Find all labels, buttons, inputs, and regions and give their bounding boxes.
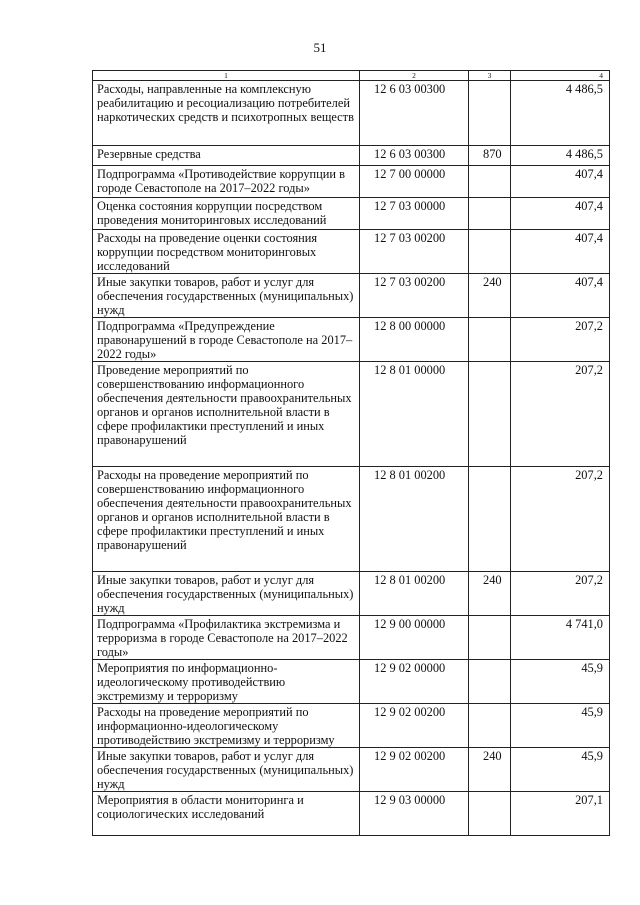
row-name: Иные закупки товаров, работ и услуг для обеспечения государственных (муниципальных) нужд [93, 274, 360, 318]
row-target-code: 12 6 03 00300 [360, 81, 469, 146]
column-number-row [93, 71, 610, 81]
row-amount: 207,2 [511, 467, 610, 572]
row-expense-type [469, 230, 511, 274]
row-expense-type: 240 [469, 748, 511, 792]
table-row [93, 274, 610, 318]
row-amount: 207,1 [511, 792, 610, 836]
row-amount: 207,2 [511, 362, 610, 467]
row-expense-type [469, 467, 511, 572]
row-target-code: 12 7 03 00200 [360, 274, 469, 318]
row-name: Мероприятия в области мониторинга и социологических исследований [93, 792, 360, 836]
page-number: 51 [313, 40, 327, 55]
row-name: Резервные средства [93, 146, 360, 166]
column-number-4: 4 [511, 71, 610, 81]
row-target-code: 12 8 00 00000 [360, 318, 469, 362]
row-name: Подпрограмма «Профилактика экстремизма и терроризма в городе Севастополе на 2017–2022 годы» [93, 616, 360, 660]
row-name: Мероприятия по информационно-идеологическому противодействию экстремизму и терроризму [93, 660, 360, 704]
budget-table-body [93, 71, 610, 836]
row-amount: 207,2 [511, 318, 610, 362]
table-row [93, 166, 610, 198]
row-target-code: 12 8 01 00200 [360, 572, 469, 616]
row-expense-type [469, 362, 511, 467]
row-amount: 407,4 [511, 274, 610, 318]
table-row [93, 230, 610, 274]
row-amount: 407,4 [511, 198, 610, 230]
row-target-code: 12 7 03 00000 [360, 198, 469, 230]
row-amount: 45,9 [511, 748, 610, 792]
row-target-code: 12 9 00 00000 [360, 616, 469, 660]
row-name: Подпрограмма «Предупреждение правонарушений в городе Севастополе на 2017–2022 годы» [93, 318, 360, 362]
row-target-code: 12 8 01 00000 [360, 362, 469, 467]
row-target-code: 12 9 02 00200 [360, 748, 469, 792]
row-name: Иные закупки товаров, работ и услуг для обеспечения государственных (муниципальных) нужд [93, 748, 360, 792]
row-expense-type [469, 166, 511, 198]
row-name: Расходы на проведение оценки состояния коррупции посредством мониторинговых исследований [93, 230, 360, 274]
table-row [93, 748, 610, 792]
row-expense-type: 240 [469, 274, 511, 318]
row-name: Расходы, направленные на комплексную реабилитацию и ресоциализацию потребителей наркотических средств и психотропных веществ [93, 81, 360, 146]
row-name: Иные закупки товаров, работ и услуг для обеспечения государственных (муниципальных) нужд [93, 572, 360, 616]
row-name: Оценка состояния коррупции посредством проведения мониторинговых исследований [93, 198, 360, 230]
row-target-code: 12 9 02 00000 [360, 660, 469, 704]
table-row [93, 146, 610, 166]
table-row [93, 616, 610, 660]
row-amount: 407,4 [511, 166, 610, 198]
row-target-code: 12 6 03 00300 [360, 146, 469, 166]
row-name: Подпрограмма «Противодействие коррупции в городе Севастополе на 2017–2022 годы» [93, 166, 360, 198]
row-expense-type [469, 81, 511, 146]
row-amount: 45,9 [511, 660, 610, 704]
column-number-3: 3 [469, 71, 511, 81]
table-row [93, 704, 610, 748]
row-target-code: 12 8 01 00200 [360, 467, 469, 572]
row-amount: 4 486,5 [511, 81, 610, 146]
table-row [93, 660, 610, 704]
table-row [93, 81, 610, 146]
row-target-code: 12 9 02 00200 [360, 704, 469, 748]
row-expense-type: 870 [469, 146, 511, 166]
table-row [93, 362, 610, 467]
table-row [93, 318, 610, 362]
budget-table [92, 70, 610, 836]
row-name: Проведение мероприятий по совершенствованию информационного обеспечения деятельности правоохранительных органов и органов исполнительной власти в сфере профилактики преступлений и иных правонарушений [93, 362, 360, 467]
row-expense-type [469, 792, 511, 836]
row-expense-type [469, 198, 511, 230]
row-amount: 407,4 [511, 230, 610, 274]
row-target-code: 12 7 03 00200 [360, 230, 469, 274]
row-target-code: 12 7 00 00000 [360, 166, 469, 198]
column-number-2: 2 [360, 71, 469, 81]
row-expense-type [469, 318, 511, 362]
row-amount: 4 486,5 [511, 146, 610, 166]
row-amount: 207,2 [511, 572, 610, 616]
table-row [93, 792, 610, 836]
table-row [93, 198, 610, 230]
table-row [93, 467, 610, 572]
row-amount: 4 741,0 [511, 616, 610, 660]
row-name: Расходы на проведение мероприятий по информационно-идеологическому противодействию экстремизму и терроризму [93, 704, 360, 748]
row-expense-type [469, 660, 511, 704]
row-target-code: 12 9 03 00000 [360, 792, 469, 836]
row-expense-type: 240 [469, 572, 511, 616]
table-row [93, 572, 610, 616]
row-name: Расходы на проведение мероприятий по совершенствованию информационного обеспечения деятельности правоохранительных органов и органов исполнительной власти в сфере профилактики преступлений и иных правонарушений [93, 467, 360, 572]
row-expense-type [469, 616, 511, 660]
row-expense-type [469, 704, 511, 748]
row-amount: 45,9 [511, 704, 610, 748]
column-number-1: 1 [93, 71, 360, 81]
